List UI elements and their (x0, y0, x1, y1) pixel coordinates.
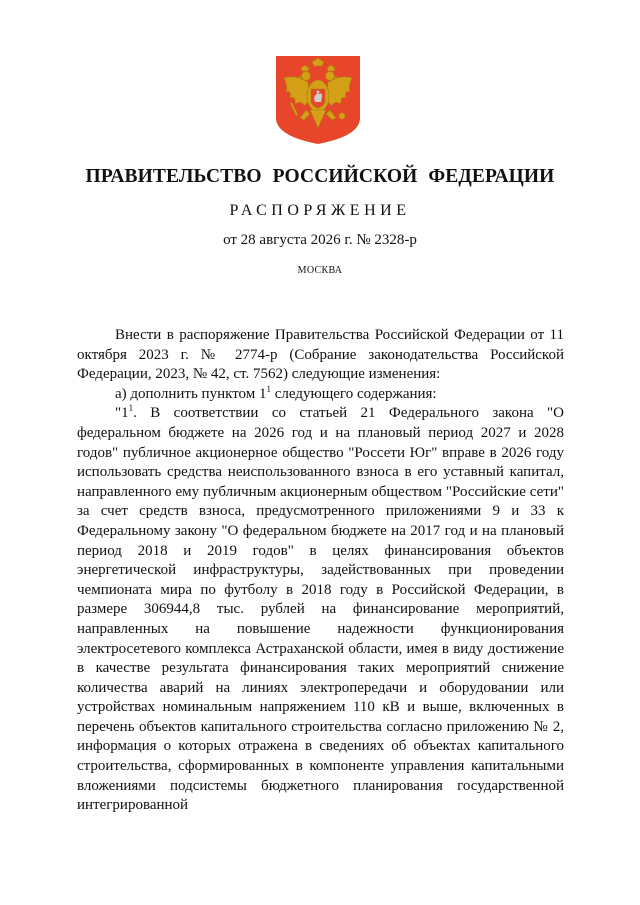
clause-superscript: 1 (128, 403, 134, 414)
document-city: МОСКВА (297, 265, 343, 276)
document-date-number: от 28 августа 2026 г. № 2328-р (223, 232, 417, 248)
amendment-text-end: следующего содержания: (271, 385, 437, 402)
amendment-superscript: 1 (266, 383, 272, 394)
government-title: ПРАВИТЕЛЬСТВО РОССИЙСКОЙ ФЕДЕРАЦИИ (85, 166, 555, 187)
clause-text: . В соответствии со статьей 21 Федерального закона "О федеральном бюджете на 2026 год и на плановый период 2027 и 2028 годов" публичное акционерное общество "Россети Юг" вправе в 2026 году использовать средства неиспользованного взноса в его уставный капитал, направленного ему публичным акционерным обществом "Российские сети" за счет средств взноса, предусмотренного приложениями 9 и 33 к Федеральному закону "О федеральном бюджете на 2017 год и на плановый период 2018 и 2019 годов" в целях финансирования объектов энергетической инфраструктуры, задействованных при проведении чемпионата мира по футболу в 2018 году в Российской Федерации, в размере 306944,8 тыс. рублей на финансирование мероприятий, направленных на повышение надежности функционирования электросетевого комплекса Астраханской области, имея в виду достижение в качестве результата финансирования таких мероприятий снижение количества аварий на линиях электропередачи и оборудовании или устройствах номинальным напряжением 110 кВ и выше, включенных в перечень объектов капитального строительства согласно приложению № 2, информация о которых отражена в сведениях об объектах капитального строительства, сформированных в компоненте управления капитальными вложениями подсистемы бюджетного планирования государственной интегрированной (77, 405, 564, 814)
clause-number: "1 (115, 405, 129, 422)
amendment-text-start: а) дополнить пунктом 1 (115, 385, 267, 402)
document-type: РАСПОРЯЖЕНИЕ (229, 202, 411, 219)
coat-of-arms-icon (276, 56, 360, 144)
document-body (77, 326, 564, 816)
paragraph-amendment (77, 385, 564, 405)
paragraph-clause (77, 404, 564, 815)
rider-shield (311, 89, 325, 108)
paragraph-intro: Внести в распоряжение Правительства Российской Федерации от 11 октября 2023 г. № 2774-р (Собрание законодательства Российской Федерации, 2023, № 42, ст. 7562) следующие изменения: (77, 327, 564, 383)
